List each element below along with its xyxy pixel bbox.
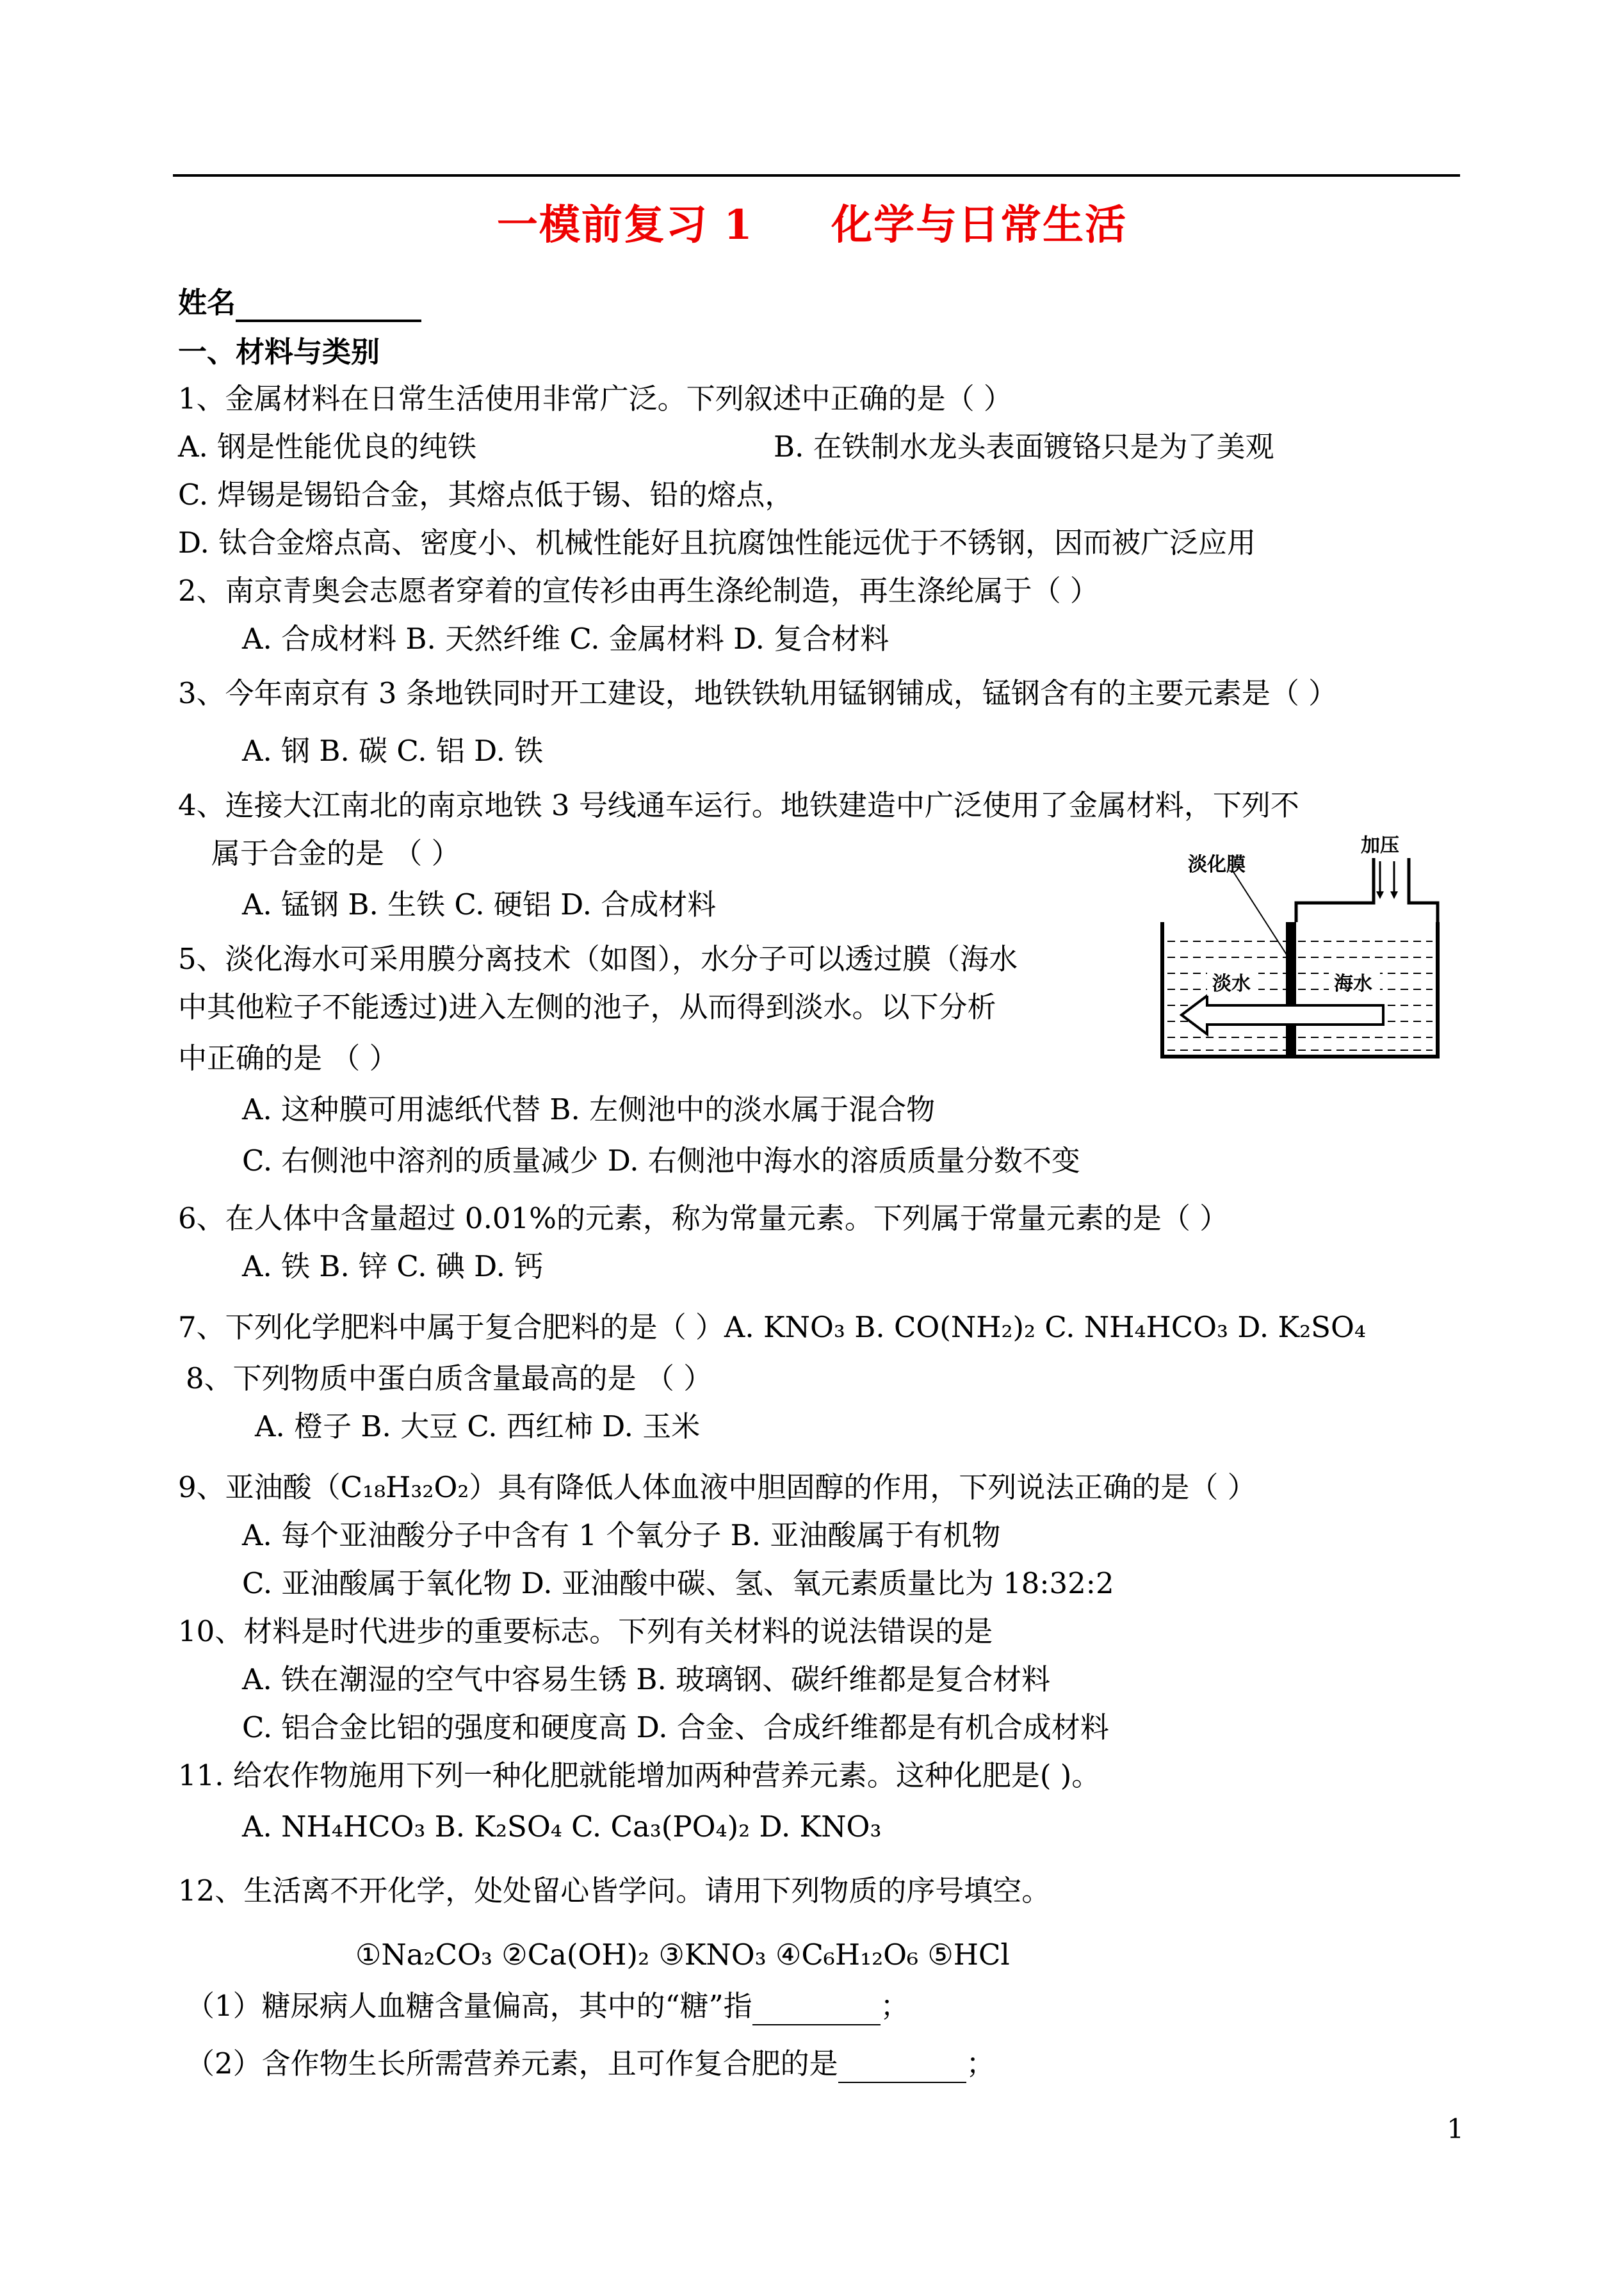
q5-options-ab: A. 这种膜可用滤纸代替 B. 左侧池中的淡水属于混合物 (242, 1092, 936, 1126)
q6-stem: 6、在人体中含量超过 0.01%的元素，称为常量元素。下列属于常量元素的是（ ） (178, 1201, 1229, 1235)
section-heading: 一、材料与类别 (178, 335, 380, 369)
q12-sub1-end: ； (880, 1989, 909, 2023)
q10-stem: 10、材料是时代进步的重要标志。下列有关材料的说法错误的是 (178, 1614, 993, 1648)
q9-options-ab: A. 每个亚油酸分子中含有 1 个氧分子 B. 亚油酸属于有机物 (242, 1518, 1001, 1552)
q7-stem: 7、下列化学肥料中属于复合肥料的是（ ）A. KNO₃ B. CO(NH₂)₂ C. NH₄HCO₃ D. K₂SO₄ (178, 1310, 1366, 1344)
q10-options-cd: C. 铝合金比铝的强度和硬度高 D. 合金、合成纤维都是有机合成材料 (242, 1710, 1109, 1744)
q4-stem-line2: 属于合金的是 （ ） (211, 836, 460, 870)
membrane-label: 淡化膜 (1188, 854, 1246, 876)
pressure-arrow-1 (1376, 891, 1384, 899)
pressure-label: 加压 (1361, 834, 1399, 857)
q5-stem-line3: 中正确的是 （ ） (178, 1041, 398, 1075)
q1-option-b: B. 在铁制水龙头表面镀铬只是为了美观 (774, 430, 1274, 464)
q12-sub2 (186, 2045, 995, 2083)
q2-options: A. 合成材料 B. 天然纤维 C. 金属材料 D. 复合材料 (242, 622, 889, 656)
q8-options: A. 橙子 B. 大豆 C. 西红柿 D. 玉米 (255, 1409, 701, 1443)
q12-sub2-text: （2）含作物生长所需营养元素，且可作复合肥的是 (186, 2047, 838, 2080)
q5-stem-line2: 中其他粒子不能透过)进入左侧的池子，从而得到淡水。以下分析 (178, 990, 996, 1024)
q12-sub1 (186, 1987, 909, 2025)
piston-left-wall (1296, 858, 1374, 922)
q10-options-ab: A. 铁在潮湿的空气中容易生锈 B. 玻璃钢、碳纤维都是复合材料 (242, 1662, 1051, 1696)
q1-option-c: C. 焊锡是锡铅合金，其熔点低于锡、铅的熔点， (178, 478, 794, 512)
q4-stem-line1: 4、连接大江南北的南京地铁 3 号线通车运行。地铁建造中广泛使用了金属材料，下列不 (178, 788, 1299, 822)
q1-option-d: D. 钛合金熔点高、密度小、机械性能好且抗腐蚀性能远优于不锈钢，因而被广泛应用 (178, 526, 1256, 560)
name-field (178, 284, 421, 322)
flow-arrow (1181, 996, 1383, 1034)
q12-substance-list: ①Na₂CO₃ ②Ca(OH)₂ ③KNO₃ ④C₆H₁₂O₆ ⑤HCl (355, 1938, 1010, 1972)
q1-stem: 1、金属材料在日常生活使用非常广泛。下列叙述中正确的是（ ） (178, 382, 1012, 416)
q12-sub2-end: ； (966, 2047, 995, 2080)
page-number: 1 (1447, 2113, 1464, 2145)
name-blank[interactable] (236, 288, 421, 322)
membrane-leader (1233, 871, 1290, 961)
q12-sub2-blank[interactable] (838, 2054, 966, 2083)
q12-sub1-blank[interactable] (752, 1996, 881, 2025)
q12-sub1-text: （1）糖尿病人血糖含量偏高，其中的“糖”指 (186, 1989, 752, 2023)
membrane (1286, 922, 1296, 1057)
q6-options: A. 铁 B. 锌 C. 碘 D. 钙 (242, 1249, 544, 1283)
fresh-water-label: 淡水 (1212, 973, 1251, 995)
pressure-arrow-2 (1390, 891, 1398, 899)
name-label: 姓名 (178, 286, 236, 320)
piston-right-wall (1409, 858, 1438, 922)
sea-water-label: 海水 (1334, 973, 1372, 995)
q12-stem: 12、生活离不开化学，处处留心皆学问。请用下列物质的序号填空。 (178, 1874, 1051, 1908)
q1-option-a: A. 钢是性能优良的纯铁 (178, 430, 477, 464)
q11-options: A. NH₄HCO₃ B. K₂SO₄ C. Ca₃(PO₄)₂ D. KNO₃ (242, 1810, 882, 1844)
q4-options: A. 锰钢 B. 生铁 C. 硬铝 D. 合成材料 (242, 888, 717, 921)
q9-options-cd: C. 亚油酸属于氧化物 D. 亚油酸中碳、氢、氧元素质量比为 18:32:2 (242, 1566, 1114, 1600)
q5-options-cd: C. 右侧池中溶剂的质量减少 D. 右侧池中海水的溶质质量分数不变 (242, 1144, 1080, 1178)
q9-stem: 9、亚油酸（C₁₈H₃₂O₂）具有降低人体血液中胆固醇的作用，下列说法正确的是（ ） (178, 1470, 1256, 1504)
q3-stem: 3、今年南京有 3 条地铁同时开工建设，地铁铁轨用锰钢铺成，锰钢含有的主要元素是（ ） (178, 676, 1338, 710)
desalination-diagram (1156, 832, 1450, 1076)
q2-stem: 2、南京青奥会志愿者穿着的宣传衫由再生涤纶制造，再生涤纶属于（ ） (178, 574, 1099, 608)
header-rule (173, 174, 1460, 177)
q11-stem: 11. 给农作物施用下列一种化肥就能增加两种营养元素。这种化肥是( )。 (178, 1758, 1101, 1792)
q3-options: A. 钢 B. 碳 C. 铝 D. 铁 (242, 734, 544, 768)
page-title: 一模前复习 1 化学与日常生活 (496, 201, 1128, 249)
q5-stem-line1: 5、淡化海水可采用膜分离技术（如图），水分子可以透过膜（海水 (178, 942, 1018, 976)
q8-stem: 8、下列物质中蛋白质含量最高的是 （ ） (186, 1361, 713, 1395)
